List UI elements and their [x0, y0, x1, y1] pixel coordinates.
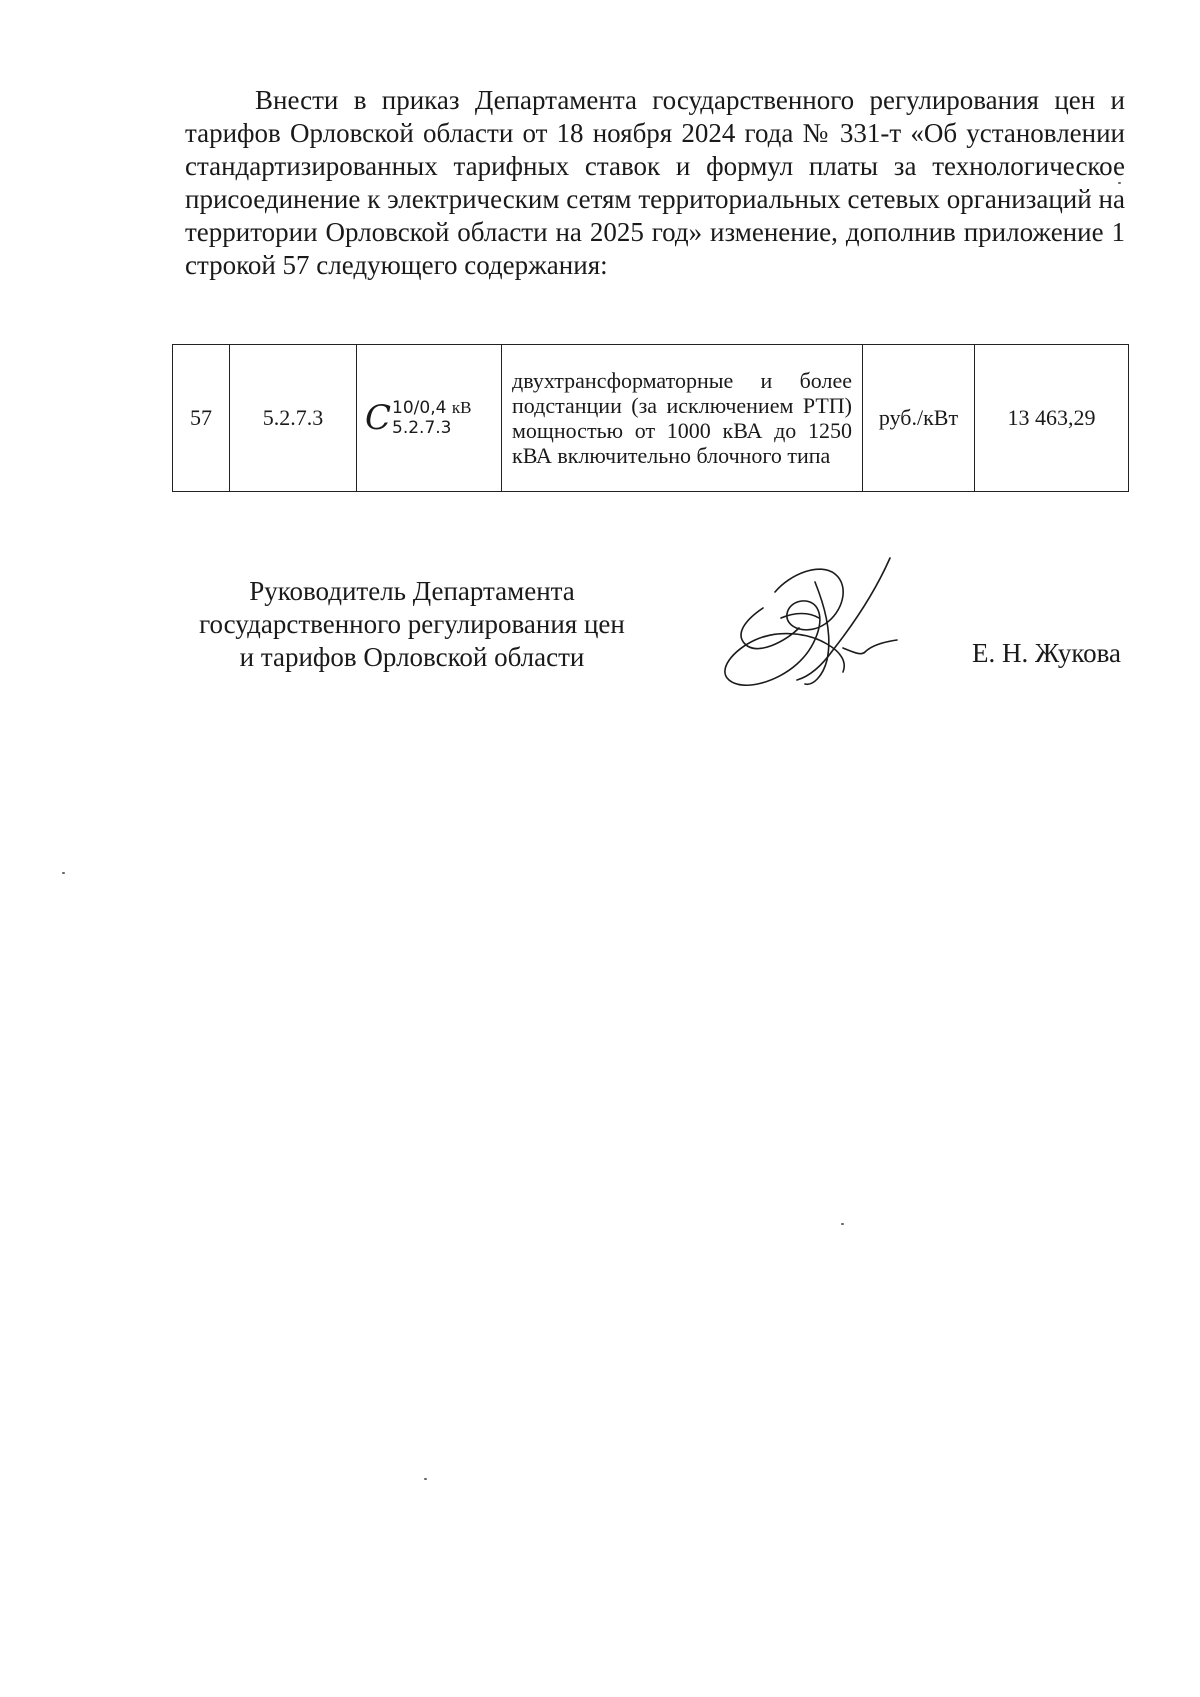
formula-superscript-unit: кВ — [451, 398, 472, 417]
signer-position-line: государственного регулирования цен — [199, 609, 625, 639]
cell-description: двухтрансформаторные и более подстанции (за исключением РТП) мощностью от 1000 кВА до 1250 кВА включительно блочного типа — [502, 345, 863, 492]
cell-value: 13 463,29 — [975, 345, 1129, 492]
formula-superscript-group — [392, 398, 471, 418]
formula-base: C — [365, 398, 392, 438]
signer-position-line: Руководитель Департамента — [249, 576, 575, 606]
cell-unit: руб./кВт — [863, 345, 975, 492]
scan-speck — [841, 1223, 844, 1225]
scan-speck — [62, 872, 65, 874]
table-row — [173, 345, 1129, 492]
body-paragraph: Внести в приказ Департамента государственного регулирования цен и тарифов Орловской области от 18 ноября 2024 года № 331-т «Об установлении стандартизированных тарифных ставок и формул платы за технологическое присоединение к электрическим сетям территориальных сетевых организаций на территории Орловской области на 2025 год» изменение, дополнив приложение 1 строкой 57 следующего содержания: — [185, 85, 1125, 280]
cell-formula — [357, 345, 502, 492]
signer-name: Е. Н. Жукова — [972, 638, 1121, 668]
formula-subscript: 5.2.7.3 — [392, 418, 452, 438]
cell-row-number: 57 — [173, 345, 230, 492]
scan-speck — [1118, 182, 1121, 184]
tariff-table — [172, 344, 1129, 492]
signer-position-line: и тарифов Орловской области — [239, 642, 585, 672]
handwritten-signature — [715, 552, 915, 702]
formula-superscript: 10/0,4 — [392, 398, 447, 418]
formula — [365, 398, 471, 438]
signer-position — [172, 575, 652, 674]
scan-speck — [424, 1478, 427, 1480]
formula-scripts — [392, 398, 471, 438]
cell-code: 5.2.7.3 — [230, 345, 357, 492]
